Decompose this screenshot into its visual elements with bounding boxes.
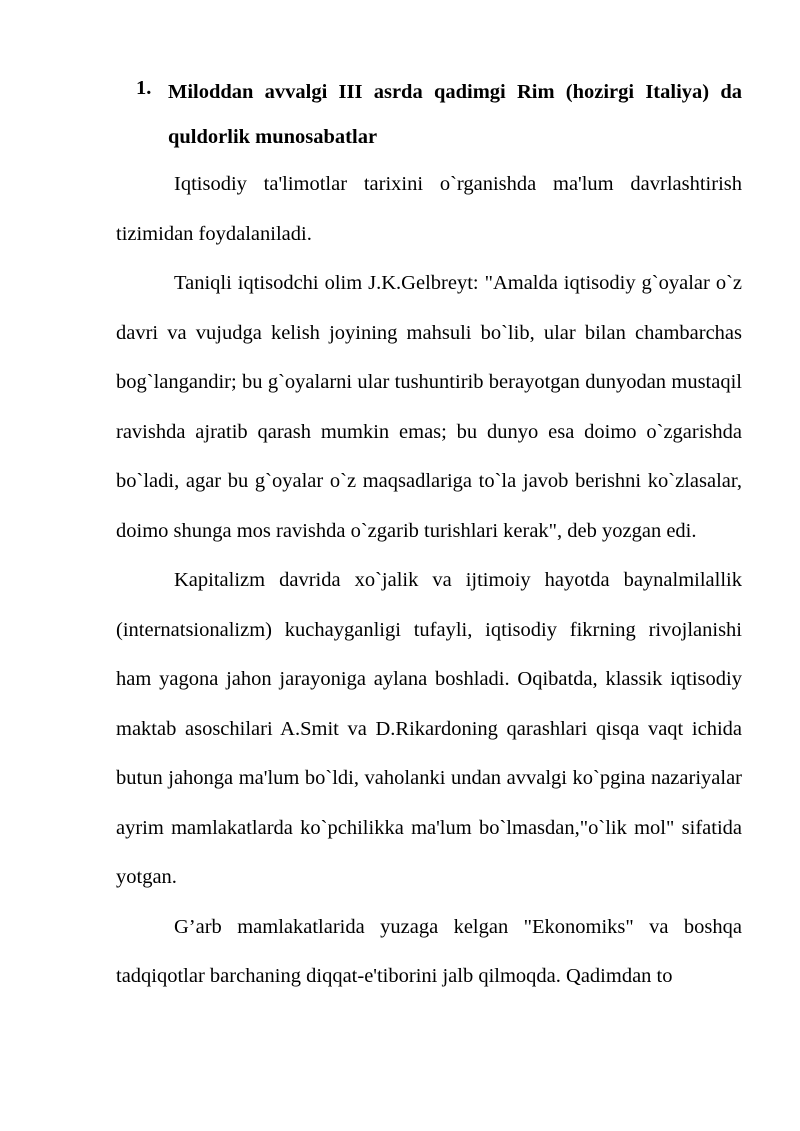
paragraph-2: Taniqli iqtisodchi olim J.K.Gelbreyt: "Amalda iqtisodiy g`oyalar o`z davri va vujudga kelish joyining mahsuli bo`lib, ular bilan chambarchas bog`langandir; bu g`oyalarni ular tushuntirib berayotgan dunyodan mustaqil ravishda ajratib qarash mumkin emas; bu dunyo esa doimo o`zgarishda bo`ladi, agar bu g`oyalar o`z maqsadlariga to`la javob berishni ko`zlasalar, doimo shunga mos ravishda o`zgarib turishlari kerak", deb yozgan edi. — [116, 272, 742, 542]
document-page — [116, 70, 742, 1002]
heading-number: 1. — [136, 77, 152, 99]
paragraph-4: G’arb mamlakatlarida yuzaga kelgan "Ekonomiks" va boshqa tadqiqotlar barchaning diqqat-e'tiborini jalb qilmoqda. Qadimdan to — [116, 915, 742, 987]
section-heading — [116, 70, 742, 160]
heading-text: Miloddan avvalgi III asrda qadimgi Rim (hozirgi Italiya) da quldorlik munosabatlar — [168, 81, 742, 148]
paragraph-1: Iqtisodiy ta'limotlar tarixini o`rganishda ma'lum davrlashtirish tizimidan foydalaniladi. — [116, 173, 742, 245]
paragraph-3: Kapitalizm davrida xo`jalik va ijtimoiy hayotda baynalmilallik (internatsionalizm) kuchayganligi tufayli, iqtisodiy fikrning rivojlanishi ham yagona jahon jarayoniga aylana boshladi. Oqibatda, klassik iqtisodiy maktab asoschilari A.Smit va D.Rikardoning qarashlari qisqa vaqt ichida butun jahonga ma'lum bo`ldi, vaholanki undan avvalgi ko`pgina nazariyalar ayrim mamlakatlarda ko`pchilikka ma'lum bo`lmasdan,"o`lik mol" sifatida yotgan. — [116, 569, 742, 888]
